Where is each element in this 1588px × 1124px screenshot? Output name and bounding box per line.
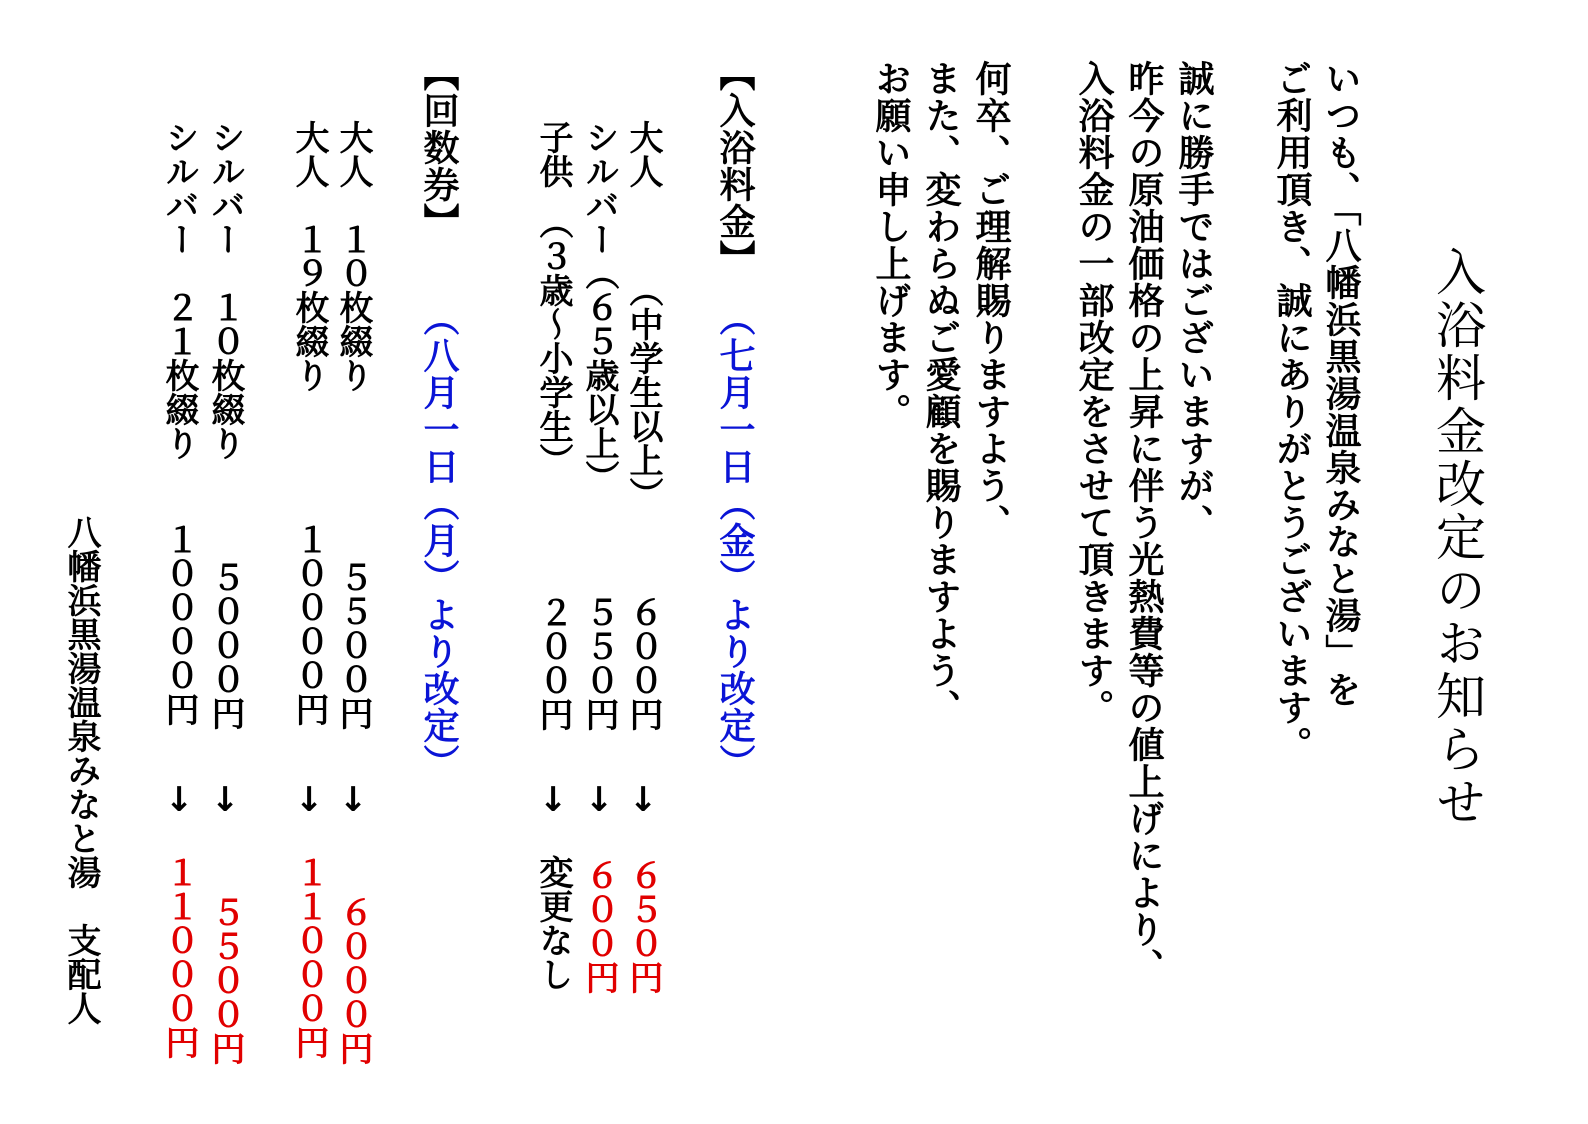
fee-new-price: ６００円 <box>579 858 619 994</box>
coupon-new-price: １１０００円 <box>159 855 199 1059</box>
coupon-old-price: ５５００円 <box>333 560 373 730</box>
fee-old-price: ６００円 <box>623 595 663 731</box>
coupons-effective-date: （八月一日（月）より改定） <box>418 300 459 781</box>
paragraph-line: お願い申し上げます。 <box>870 60 911 430</box>
paragraph-line: 何卒、ご理解賜りますよう、 <box>970 60 1011 541</box>
coupon-label: 大人 １０枚綴り <box>333 120 373 392</box>
coupon-old-price: ５０００円 <box>205 560 245 730</box>
fee-label: シルバー（６５歳以上） <box>579 120 619 494</box>
arrow-down-icon: ↓ <box>533 780 573 820</box>
fee-new-price: ６５０円 <box>623 858 663 994</box>
arrow-down-icon: ↓ <box>579 780 619 820</box>
coupon-old-price: １００００円 <box>289 522 329 726</box>
bath-fees-heading: 【入浴料金】 <box>714 55 755 277</box>
arrow-down-icon: ↓ <box>159 780 199 820</box>
arrow-down-icon: ↓ <box>205 780 245 820</box>
fee-label: 子供 （３歳～小学生） <box>533 120 573 477</box>
coupon-new-price: １１０００円 <box>289 855 329 1059</box>
coupon-old-price: １００００円 <box>159 522 199 726</box>
fee-old-price: ５５０円 <box>579 595 619 731</box>
fee-label: 大人 （中学生以上） <box>623 120 663 511</box>
paragraph-line: 昨今の原油価格の上昇に伴う光熱費等の値上げにより、 <box>1123 60 1164 985</box>
bath-fees-effective-date: （七月一日（金）より改定） <box>714 300 755 781</box>
paragraph-line: ご利用頂き、誠にありがとうございます。 <box>1271 60 1312 763</box>
paragraph-line: いつも、「八幡浜黒湯温泉みなと湯」を <box>1320 60 1361 708</box>
paragraph-line: 誠に勝手ではございますが、 <box>1173 60 1214 541</box>
arrow-down-icon: ↓ <box>333 780 373 820</box>
paragraph-line: また、変わらぬご愛顧を賜りますよう、 <box>920 60 961 726</box>
coupon-new-price: ５５００円 <box>205 895 245 1065</box>
coupons-heading: 【回数券】 <box>418 55 459 240</box>
paragraph-line: 入浴料金の一部改定をさせて頂きます。 <box>1073 60 1114 726</box>
coupon-label: シルバー １０枚綴り <box>205 120 245 460</box>
arrow-down-icon: ↓ <box>289 780 329 820</box>
coupon-label: 大人 １９枚綴り <box>289 120 329 392</box>
signature: 八幡浜黒湯温泉みなと湯 支配人 <box>61 515 101 1025</box>
page-title: 入浴料金改定のお知らせ <box>1428 246 1486 829</box>
fee-new-price: 変更なし <box>533 855 573 991</box>
fee-old-price: ２００円 <box>533 595 573 731</box>
coupon-new-price: ６０００円 <box>333 895 373 1065</box>
arrow-down-icon: ↓ <box>623 780 663 820</box>
coupon-label: シルバー ２１枚綴り <box>159 120 199 460</box>
